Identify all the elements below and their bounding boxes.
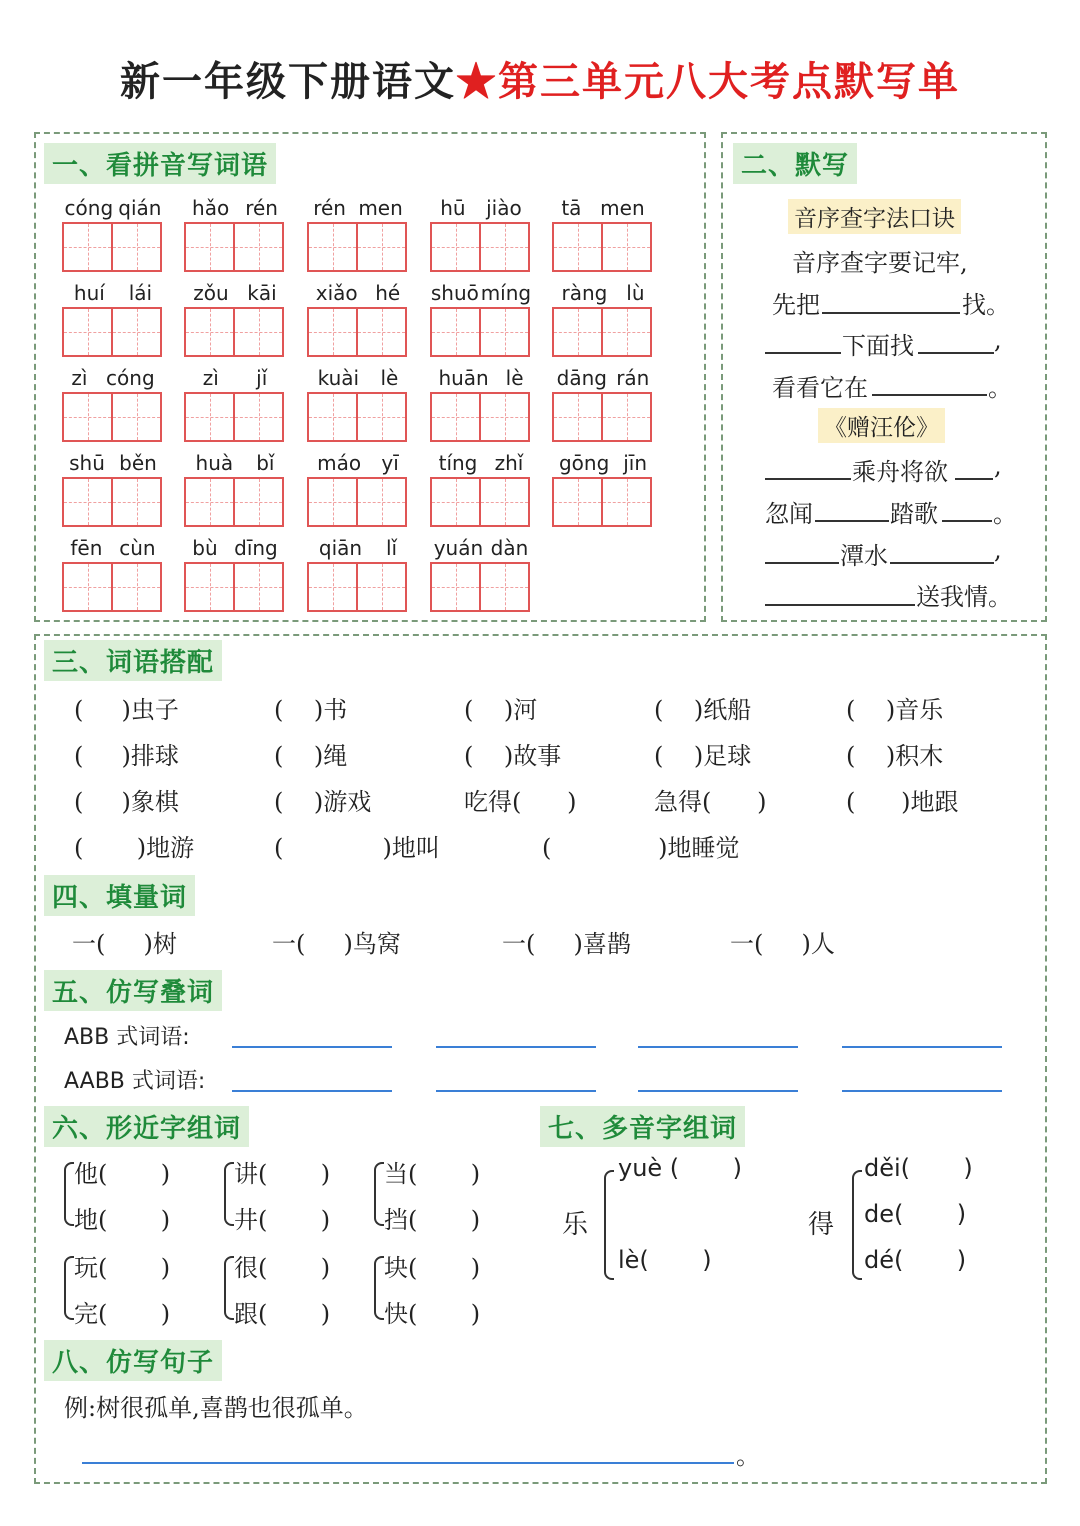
writing-grid[interactable] [62, 222, 162, 272]
pinyin-syllable: lè [505, 366, 524, 390]
answer-line[interactable] [436, 1090, 596, 1092]
pinyin-label [307, 281, 409, 305]
pinyin-syllable: dīng [234, 536, 278, 560]
grid-square[interactable] [235, 309, 282, 355]
pinyin-label [307, 536, 409, 560]
grid-square[interactable] [481, 564, 528, 610]
blank[interactable] [872, 394, 987, 396]
le-le: lè( ) [618, 1246, 712, 1274]
pinyin-syllable: kuài [317, 366, 360, 390]
answer-line[interactable] [436, 1046, 596, 1048]
similar-char-item[interactable]: 跟( ) [234, 1300, 331, 1328]
similar-char-item[interactable]: 当( ) [384, 1160, 481, 1188]
title-part1: 新一年级下册语文 [120, 58, 456, 105]
writing-grid[interactable] [430, 392, 530, 442]
grid-square[interactable] [309, 564, 358, 610]
grid-square[interactable] [481, 309, 528, 355]
pinyin-syllable: ràng [561, 281, 608, 305]
pinyin-syllable: dāng [556, 366, 607, 390]
blank[interactable] [765, 562, 839, 564]
word-match-item[interactable]: ( )地睡觉 [542, 834, 740, 862]
section2-heading: 二、默写 [733, 143, 857, 184]
measure-word-item[interactable]: 一( )鸟窝 [272, 930, 401, 958]
de-dei: děi( ) [864, 1154, 973, 1182]
grid-square[interactable] [186, 394, 235, 440]
pinyin-label [184, 366, 286, 390]
writing-grid[interactable] [184, 562, 284, 612]
similar-char-item[interactable]: 井( ) [234, 1206, 331, 1234]
polyphone-char-le: 乐 [562, 1210, 589, 1240]
writing-grid[interactable] [307, 392, 407, 442]
pinyin-syllable: cùn [119, 536, 156, 560]
word-match-item[interactable]: ( )地叫 [274, 834, 440, 862]
grid-square[interactable] [113, 224, 160, 270]
pinyin-syllable: dàn [490, 536, 529, 560]
pinyin-label [184, 196, 286, 220]
answer-line[interactable] [638, 1046, 798, 1048]
poem2-line2b: 踏歌 [890, 500, 938, 528]
brace-icon [604, 1170, 614, 1280]
grid-square[interactable] [432, 394, 481, 440]
pinyin-syllable: hū [440, 196, 466, 220]
poem2-title: 《赠汪伦》 [818, 408, 945, 443]
brace-icon [374, 1162, 384, 1226]
writing-grid[interactable] [62, 562, 162, 612]
similar-char-item[interactable]: 快( ) [384, 1300, 481, 1328]
blank[interactable] [815, 520, 889, 522]
similar-char-item[interactable]: 很( ) [234, 1254, 331, 1282]
pinyin-syllable: jǐ [256, 366, 268, 390]
pinyin-syllable: qián [118, 196, 162, 220]
writing-grid[interactable] [62, 392, 162, 442]
pinyin-label [552, 281, 654, 305]
pinyin-label [62, 196, 164, 220]
word-match-item[interactable]: 急得( ) [654, 788, 767, 816]
word-match-item[interactable]: ( )虫子 [74, 696, 179, 724]
writing-grid[interactable] [307, 307, 407, 357]
section7-heading: 七、多音字组词 [540, 1106, 745, 1147]
grid-square[interactable] [235, 224, 282, 270]
pinyin-syllable: xiǎo [315, 281, 358, 305]
writing-grid[interactable] [552, 392, 652, 442]
poem1-line1: 音序查字要记牢, [792, 249, 968, 277]
word-match-item[interactable]: ( )游戏 [274, 788, 372, 816]
writing-grid[interactable] [184, 477, 284, 527]
similar-char-item[interactable]: 块( ) [384, 1254, 481, 1282]
blank[interactable] [890, 562, 994, 564]
pinyin-label [62, 366, 164, 390]
writing-grid[interactable] [184, 392, 284, 442]
grid-square[interactable] [603, 309, 650, 355]
pinyin-label [430, 281, 532, 305]
pinyin-syllable: běn [119, 451, 157, 475]
brace-icon [852, 1170, 862, 1280]
le-yue: yuè ( ) [618, 1154, 742, 1182]
similar-char-item[interactable]: 挡( ) [384, 1206, 481, 1234]
poem2-line4: 送我情。 [916, 583, 1012, 611]
aabb-label: AABB 式词语: [64, 1069, 206, 1094]
poem1-line3b: , [994, 326, 1002, 354]
pinyin-syllable: lè [380, 366, 399, 390]
pinyin-label [184, 281, 286, 305]
pinyin-label [62, 536, 164, 560]
brace-icon [64, 1162, 74, 1226]
pinyin-syllable: huān [438, 366, 489, 390]
brace-icon [224, 1162, 234, 1226]
pinyin-syllable: huí [73, 281, 105, 305]
poem1-line2a: 先把 [772, 291, 820, 319]
pinyin-label [430, 451, 532, 475]
grid-square[interactable] [554, 394, 603, 440]
writing-grid[interactable] [62, 307, 162, 357]
pinyin-syllable: shuō [430, 281, 479, 305]
similar-char-item[interactable]: 玩( ) [74, 1254, 171, 1282]
word-match-item[interactable]: ( )河 [464, 696, 538, 724]
grid-square[interactable] [481, 479, 528, 525]
writing-grid[interactable] [430, 477, 530, 527]
pinyin-syllable: tā [561, 196, 582, 220]
grid-square[interactable] [186, 224, 235, 270]
writing-grid[interactable] [552, 307, 652, 357]
answer-period: 。 [736, 1442, 760, 1470]
blank[interactable] [918, 352, 994, 354]
measure-word-item[interactable]: 一( )树 [72, 930, 177, 958]
pinyin-syllable: bǐ [256, 451, 275, 475]
poem1-line3a: 下面找 [842, 332, 914, 360]
grid-square[interactable] [554, 479, 603, 525]
pinyin-label [307, 451, 409, 475]
blank[interactable] [955, 478, 993, 480]
pinyin-label [552, 196, 654, 220]
grid-square[interactable] [554, 309, 603, 355]
writing-grid[interactable] [184, 222, 284, 272]
pinyin-syllable: hǎo [192, 196, 230, 220]
word-match-item[interactable]: ( )地跟 [846, 788, 959, 816]
answer-line[interactable] [82, 1462, 734, 1464]
writing-grid[interactable] [552, 222, 652, 272]
pinyin-syllable: men [358, 196, 403, 220]
pinyin-syllable: rán [616, 366, 650, 390]
grid-square[interactable] [113, 309, 160, 355]
poem2-line2c: 。 [993, 500, 1017, 528]
pinyin-syllable: míng [480, 281, 532, 305]
grid-square[interactable] [64, 479, 113, 525]
polyphone-char-de: 得 [808, 1210, 835, 1240]
answer-line[interactable] [232, 1090, 392, 1092]
grid-square[interactable] [432, 309, 481, 355]
measure-word-item[interactable]: 一( )喜鹊 [502, 930, 631, 958]
pinyin-syllable: cóng [106, 366, 155, 390]
pinyin-label [430, 366, 532, 390]
writing-grid[interactable] [307, 562, 407, 612]
writing-grid[interactable] [307, 477, 407, 527]
section5-heading: 五、仿写叠词 [44, 970, 222, 1011]
pinyin-syllable: tíng [438, 451, 478, 475]
section3-heading: 三、词语搭配 [44, 640, 222, 681]
similar-char-item[interactable]: 地( ) [74, 1206, 171, 1234]
blank[interactable] [765, 352, 841, 354]
word-match-item[interactable]: ( )书 [274, 696, 348, 724]
grid-square[interactable] [309, 309, 358, 355]
pinyin-syllable: fēn [70, 536, 103, 560]
section6-heading: 六、形近字组词 [44, 1106, 249, 1147]
pinyin-syllable: kāi [247, 281, 277, 305]
grid-square[interactable] [113, 479, 160, 525]
grid-square[interactable] [309, 394, 358, 440]
pinyin-syllable: bù [192, 536, 218, 560]
brace-icon [64, 1256, 74, 1320]
writing-grid[interactable] [430, 222, 530, 272]
grid-square[interactable] [432, 564, 481, 610]
word-match-item[interactable]: ( )音乐 [846, 696, 944, 724]
similar-char-item[interactable]: 讲( ) [234, 1160, 331, 1188]
example-sentence: 例:树很孤单,喜鹊也很孤单。 [64, 1394, 368, 1422]
pinyin-syllable: zì [202, 366, 219, 390]
answer-line[interactable] [842, 1046, 1002, 1048]
pinyin-syllable: shū [69, 451, 105, 475]
pinyin-syllable: yuán [433, 536, 484, 560]
star-icon: ★ [456, 58, 498, 105]
pinyin-label [552, 366, 654, 390]
grid-square[interactable] [603, 394, 650, 440]
writing-grid[interactable] [184, 307, 284, 357]
pinyin-syllable: rén [313, 196, 346, 220]
grid-square[interactable] [113, 394, 160, 440]
grid-square[interactable] [481, 394, 528, 440]
pinyin-syllable: máo [317, 451, 362, 475]
pinyin-syllable: hé [375, 281, 401, 305]
poem1-line4b: 。 [988, 374, 1012, 402]
grid-square[interactable] [358, 479, 405, 525]
poem2-line1a: 乘舟将欲 [852, 458, 948, 486]
grid-square[interactable] [186, 479, 235, 525]
section8-heading: 八、仿写句子 [44, 1340, 222, 1381]
pinyin-label [552, 451, 654, 475]
pinyin-syllable: lù [626, 281, 645, 305]
grid-square[interactable] [64, 224, 113, 270]
word-match-item[interactable]: ( )象棋 [74, 788, 179, 816]
grid-square[interactable] [432, 224, 481, 270]
grid-square[interactable] [235, 479, 282, 525]
word-match-item[interactable]: ( )故事 [464, 742, 562, 770]
similar-char-item[interactable]: 完( ) [74, 1300, 171, 1328]
writing-grid[interactable] [430, 307, 530, 357]
grid-square[interactable] [235, 564, 282, 610]
grid-square[interactable] [358, 564, 405, 610]
pinyin-label [307, 196, 409, 220]
grid-square[interactable] [358, 224, 405, 270]
section1-heading: 一、看拼音写词语 [44, 143, 276, 184]
grid-square[interactable] [309, 224, 358, 270]
writing-grid[interactable] [430, 562, 530, 612]
word-match-item[interactable]: ( )地游 [74, 834, 195, 862]
word-match-item[interactable]: ( )排球 [74, 742, 179, 770]
grid-square[interactable] [603, 224, 650, 270]
grid-square[interactable] [432, 479, 481, 525]
section4-heading: 四、填量词 [44, 875, 195, 916]
grid-square[interactable] [481, 224, 528, 270]
word-match-item[interactable]: ( )纸船 [654, 696, 752, 724]
grid-square[interactable] [603, 479, 650, 525]
grid-square[interactable] [309, 479, 358, 525]
pinyin-syllable: zhǐ [494, 451, 524, 475]
pinyin-syllable: jīn [623, 451, 648, 475]
brace-icon [374, 1256, 384, 1320]
de-de2: dé( ) [864, 1246, 967, 1274]
answer-line[interactable] [638, 1090, 798, 1092]
writing-grid[interactable] [62, 477, 162, 527]
grid-square[interactable] [358, 394, 405, 440]
pinyin-label [430, 536, 532, 560]
grid-square[interactable] [64, 309, 113, 355]
grid-square[interactable] [186, 309, 235, 355]
pinyin-label [430, 196, 532, 220]
pinyin-syllable: huà [195, 451, 234, 475]
poem1-line4a: 看看它在 [772, 374, 868, 402]
blank[interactable] [942, 520, 992, 522]
poem2-line3b: , [994, 536, 1002, 564]
grid-square[interactable] [235, 394, 282, 440]
poem2-line2a: 忽闻 [765, 500, 813, 528]
poem2-line3a: 潭水 [840, 542, 888, 570]
poem2-line1b: , [994, 452, 1002, 480]
pinyin-label [184, 451, 286, 475]
blank[interactable] [822, 312, 960, 314]
blank[interactable] [765, 604, 915, 606]
word-match-item[interactable]: 吃得( ) [464, 788, 577, 816]
measure-word-item[interactable]: 一( )人 [730, 930, 835, 958]
grid-square[interactable] [186, 564, 235, 610]
writing-grid[interactable] [307, 222, 407, 272]
writing-grid[interactable] [552, 477, 652, 527]
pinyin-syllable: gōng [558, 451, 610, 475]
grid-square[interactable] [113, 564, 160, 610]
poem1-title: 音序查字法口诀 [788, 199, 961, 234]
pinyin-syllable: zì [71, 366, 88, 390]
de-de: de( ) [864, 1200, 967, 1228]
pinyin-syllable: zǒu [193, 281, 229, 305]
word-match-item[interactable]: ( )积木 [846, 742, 944, 770]
blank[interactable] [765, 478, 851, 480]
pinyin-syllable: lǐ [385, 536, 398, 560]
pinyin-label [184, 536, 286, 560]
grid-square[interactable] [554, 224, 603, 270]
page-title [0, 50, 1080, 107]
word-match-item[interactable]: ( )绳 [274, 742, 348, 770]
pinyin-syllable: yī [381, 451, 399, 475]
poem1-line2b: 找。 [962, 291, 1010, 319]
grid-square[interactable] [64, 394, 113, 440]
pinyin-syllable: rén [245, 196, 278, 220]
word-match-item[interactable]: ( )足球 [654, 742, 752, 770]
pinyin-syllable: cóng [64, 196, 114, 220]
pinyin-label [62, 281, 164, 305]
similar-char-item[interactable]: 他( ) [74, 1160, 171, 1188]
grid-square[interactable] [358, 309, 405, 355]
pinyin-label [62, 451, 164, 475]
abb-label: ABB 式词语: [64, 1025, 190, 1050]
answer-line[interactable] [842, 1090, 1002, 1092]
title-part2: 第三单元八大考点默写单 [498, 58, 960, 105]
pinyin-syllable: lái [128, 281, 153, 305]
pinyin-syllable: qiān [318, 536, 363, 560]
brace-icon [224, 1256, 234, 1320]
pinyin-syllable: jiào [486, 196, 522, 220]
grid-square[interactable] [64, 564, 113, 610]
pinyin-syllable: men [600, 196, 645, 220]
pinyin-label [307, 366, 409, 390]
answer-line[interactable] [232, 1046, 392, 1048]
